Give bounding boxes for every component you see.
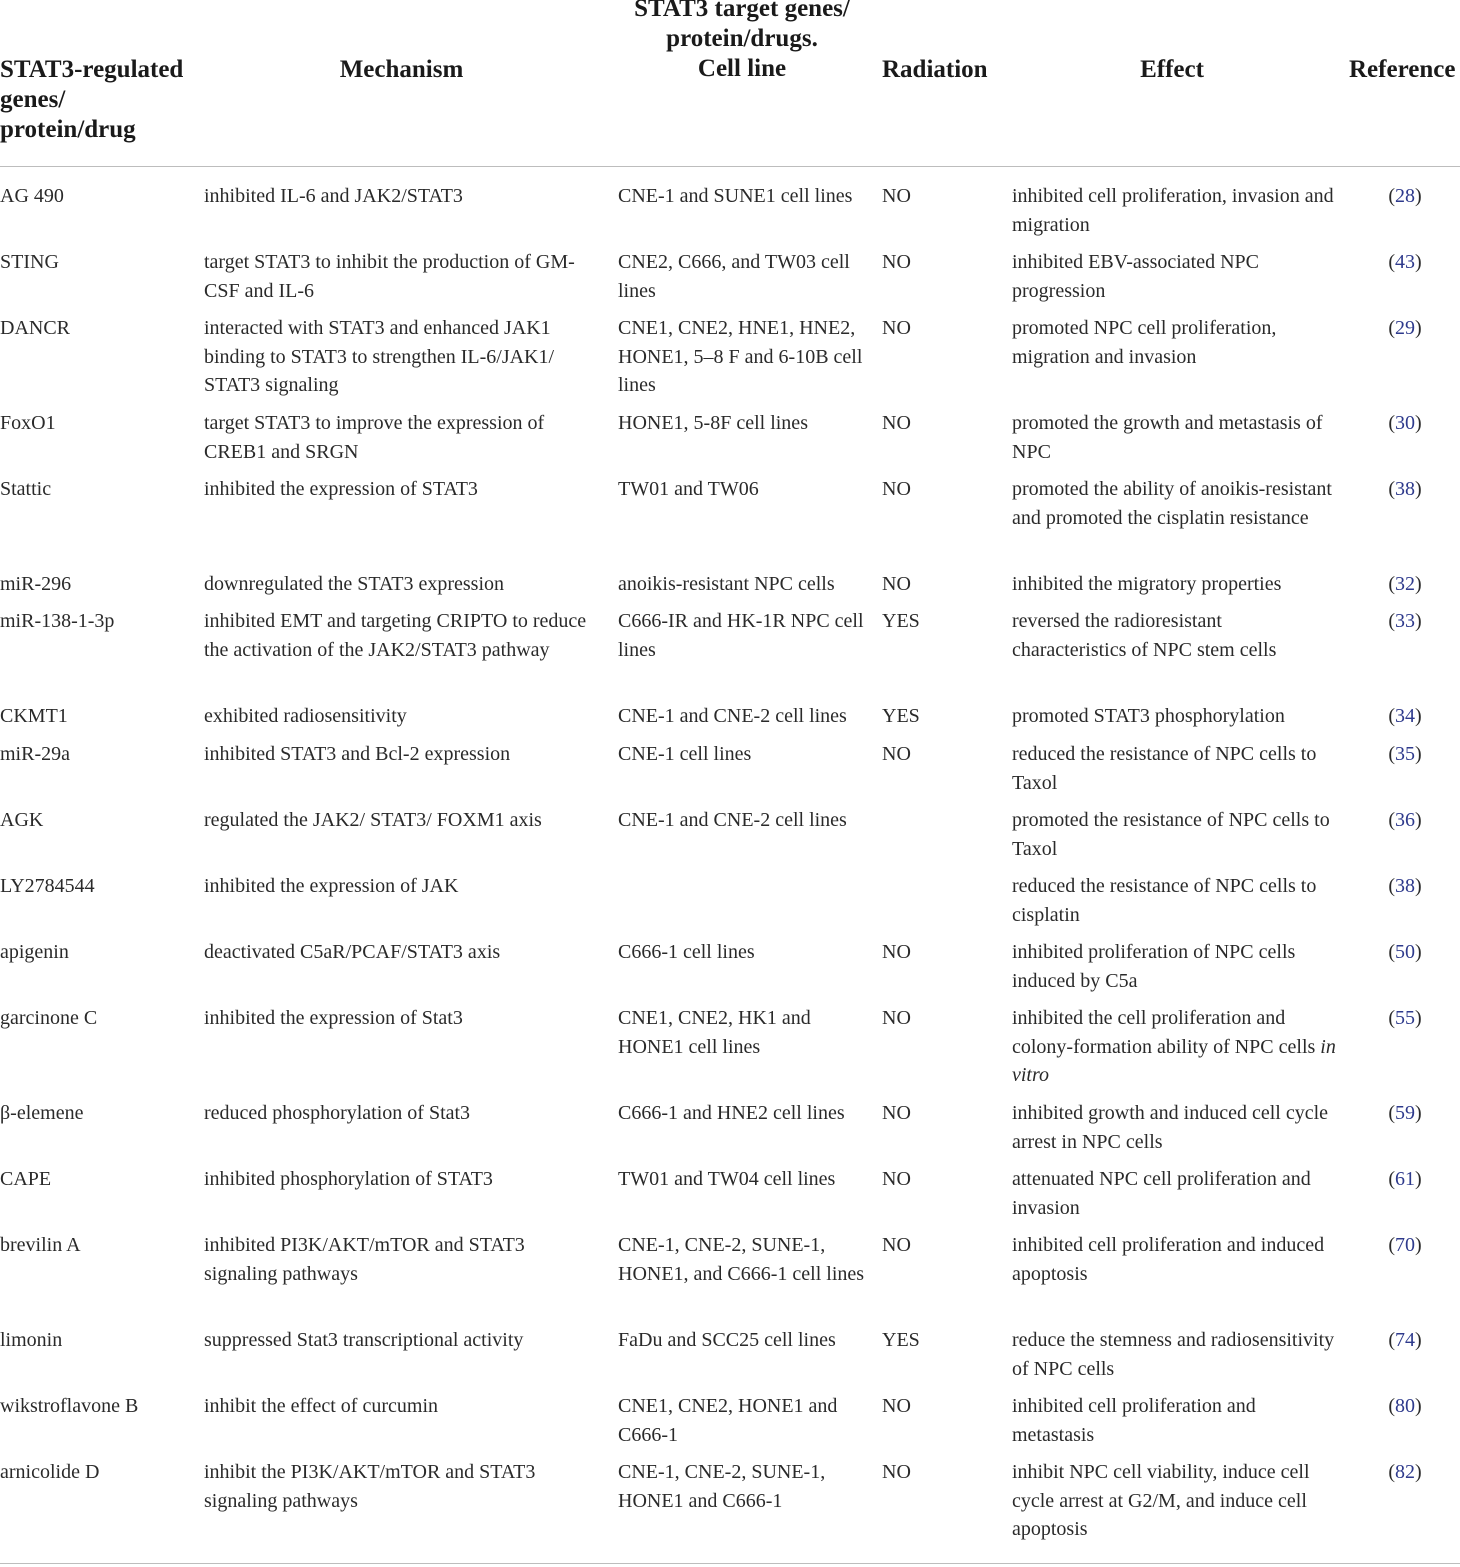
cell-mechanism: inhibited phosphorylation of STAT3 [204,1168,493,1190]
cell-radiation: YES [882,705,920,727]
cell-reference: (36) [1388,809,1422,831]
cell-mechanism: target STAT3 to improve the expression of CREB1 and SRGN [204,412,545,463]
cell-reference: (43) [1388,251,1422,273]
cell-mechanism: deactivated C5aR/PCAF/STAT3 axis [204,941,501,963]
cell-cell-line: CNE1, CNE2, HK1 and HONE1 cell lines [618,1007,811,1058]
cell-mechanism: inhibited the expression of STAT3 [204,478,478,500]
cell-mechanism: downregulated the STAT3 expression [204,573,504,595]
cell-gene: DANCR [0,317,71,339]
cell-gene: apigenin [0,941,69,963]
cell-effect: inhibited EBV-associated NPC progression [1012,251,1260,302]
cell-radiation: NO [882,478,911,500]
header-gene: STAT3-regulated genes/ protein/drug [0,56,184,143]
cell-mechanism: suppressed Stat3 transcriptional activity [204,1329,524,1351]
cell-mechanism: inhibited the expression of Stat3 [204,1007,463,1029]
cell-gene: STING [0,251,59,273]
cell-reference: (32) [1388,573,1422,595]
cell-reference: (35) [1388,743,1422,765]
cell-cell-line: C666-1 cell lines [618,941,755,963]
cell-reference: (80) [1388,1395,1422,1417]
cell-effect: inhibited the migratory properties [1012,573,1282,595]
header-cell-line [600,0,884,84]
header-reference: Reference [1349,56,1456,83]
cell-gene: AG 490 [0,185,64,207]
reference-link[interactable]: 34 [1395,705,1415,727]
cell-radiation: YES [882,610,920,632]
cell-radiation: NO [882,1461,911,1483]
cell-cell-line: HONE1, 5-8F cell lines [618,412,808,434]
cell-gene: miR-296 [0,573,72,595]
cell-gene: FoxO1 [0,412,56,434]
cell-cell-line: anoikis-resistant NPC cells [618,573,835,595]
cell-effect: inhibited growth and induced cell cycle arrest in NPC cells [1012,1102,1329,1153]
cell-reference: (70) [1388,1234,1422,1256]
cell-effect: inhibited cell proliferation and metastasis [1012,1395,1256,1446]
cell-radiation: NO [882,317,911,339]
cell-mechanism: regulated the JAK2/ STAT3/ FOXM1 axis [204,809,542,831]
reference-link[interactable]: 82 [1395,1461,1415,1483]
cell-mechanism: reduced phosphorylation of Stat3 [204,1102,471,1124]
cell-cell-line: CNE-1 and SUNE1 cell lines [618,185,853,207]
reference-link[interactable]: 28 [1395,185,1415,207]
cell-reference: (29) [1388,317,1422,339]
cell-radiation: NO [882,743,911,765]
cell-reference: (38) [1388,478,1422,500]
cell-cell-line: TW01 and TW04 cell lines [618,1168,836,1190]
cell-mechanism: interacted with STAT3 and enhanced JAK1 binding to STAT3 to strengthen IL-6/JAK1/ STAT3 signaling [204,317,555,396]
cell-gene: miR-138-1-3p [0,610,115,632]
cell-radiation: NO [882,1395,911,1417]
cell-gene: wikstroflavone B [0,1395,139,1417]
cell-radiation: NO [882,185,911,207]
cell-effect: inhibited cell proliferation and induced apoptosis [1012,1234,1325,1285]
reference-link[interactable]: 36 [1395,809,1415,831]
cell-reference: (61) [1388,1168,1422,1190]
header-cell-line-line1: STAT3 target genes/ [634,0,850,22]
cell-radiation: NO [882,251,911,273]
cell-cell-line: CNE-1, CNE-2, SUNE-1, HONE1 and C666-1 [618,1461,826,1512]
reference-link[interactable]: 55 [1395,1007,1415,1029]
cell-mechanism: inhibited IL-6 and JAK2/STAT3 [204,185,463,207]
reference-link[interactable]: 32 [1395,573,1415,595]
reference-link[interactable]: 74 [1395,1329,1415,1351]
cell-reference: (34) [1388,705,1422,727]
cell-reference: (59) [1388,1102,1422,1124]
cell-reference: (33) [1388,610,1422,632]
cell-gene: brevilin A [0,1234,81,1256]
cell-radiation: NO [882,573,911,595]
table-header [0,0,1460,167]
cell-radiation: YES [882,1329,920,1351]
cell-mechanism: exhibited radiosensitivity [204,705,407,727]
reference-link[interactable]: 38 [1395,875,1415,897]
cell-gene: miR-29a [0,743,70,765]
cell-cell-line: TW01 and TW06 [618,478,759,500]
header-cell-line-line2: protein/drugs. [666,25,818,52]
reference-link[interactable]: 38 [1395,478,1415,500]
cell-mechanism: inhibited STAT3 and Bcl-2 expression [204,743,511,765]
reference-link[interactable]: 43 [1395,251,1415,273]
reference-link[interactable]: 80 [1395,1395,1415,1417]
cell-cell-line: FaDu and SCC25 cell lines [618,1329,836,1351]
cell-reference: (50) [1388,941,1422,963]
reference-link[interactable]: 29 [1395,317,1415,339]
cell-gene: β-elemene [0,1102,84,1124]
reference-link[interactable]: 30 [1395,412,1415,434]
table-bottom-rule [0,1563,1460,1564]
cell-reference: (38) [1388,875,1422,897]
cell-mechanism: inhibited the expression of JAK [204,875,459,897]
cell-effect: reduced the resistance of NPC cells to Taxol [1012,743,1317,794]
cell-effect: reversed the radioresistant characteristics of NPC stem cells [1012,610,1277,661]
cell-cell-line: CNE-1 and CNE-2 cell lines [618,809,847,831]
cell-reference: (55) [1388,1007,1422,1029]
cell-reference: (82) [1388,1461,1422,1483]
cell-gene: limonin [0,1329,63,1351]
cell-radiation: NO [882,1007,911,1029]
cell-radiation: NO [882,941,911,963]
cell-reference: (74) [1388,1329,1422,1351]
cell-cell-line: CNE-1 cell lines [618,743,752,765]
cell-effect: inhibit NPC cell viability, induce cell cycle arrest at G2/M, and induce cell apoptosis [1012,1461,1310,1540]
cell-effect: reduce the stemness and radiosensitivity of NPC cells [1012,1329,1335,1380]
cell-gene: Stattic [0,478,52,500]
cell-gene: CAPE [0,1168,52,1190]
reference-link[interactable]: 59 [1395,1102,1415,1124]
cell-effect: reduced the resistance of NPC cells to cisplatin [1012,875,1317,926]
cell-mechanism: inhibit the PI3K/AKT/mTOR and STAT3 signaling pathways [204,1461,536,1512]
reference-link[interactable]: 33 [1395,610,1415,632]
cell-gene: CKMT1 [0,705,68,727]
cell-radiation: NO [882,1102,911,1124]
reference-link[interactable]: 61 [1395,1168,1415,1190]
cell-cell-line: CNE1, CNE2, HNE1, HNE2, HONE1, 5–8 F and 6-10B cell lines [618,317,863,396]
cell-cell-line: CNE-1, CNE-2, SUNE-1, HONE1, and C666-1 cell lines [618,1234,865,1285]
cell-mechanism: target STAT3 to inhibit the production of GM-CSF and IL-6 [204,251,575,302]
cell-gene: AGK [0,809,44,831]
cell-effect: inhibited the cell proliferation and colony-formation ability of NPC cells in vitro [1012,1007,1336,1086]
cell-effect: promoted the resistance of NPC cells to Taxol [1012,809,1330,860]
cell-gene: garcinone C [0,1007,98,1029]
cell-cell-line: CNE-1 and CNE-2 cell lines [618,705,847,727]
reference-link[interactable]: 35 [1395,743,1415,765]
reference-link[interactable]: 50 [1395,941,1415,963]
cell-effect: promoted the growth and metastasis of NPC [1012,412,1323,463]
cell-mechanism: inhibited PI3K/AKT/mTOR and STAT3 signaling pathways [204,1234,525,1285]
cell-cell-line: C666-1 and HNE2 cell lines [618,1102,845,1124]
cell-effect: promoted NPC cell proliferation, migration and invasion [1012,317,1277,368]
cell-effect: inhibited proliferation of NPC cells induced by C5a [1012,941,1296,992]
cell-cell-line: CNE2, C666, and TW03 cell lines [618,251,850,302]
cell-effect: attenuated NPC cell proliferation and invasion [1012,1168,1311,1219]
header-mechanism: Mechanism [339,56,464,83]
cell-reference: (30) [1388,412,1422,434]
cell-effect: inhibited cell proliferation, invasion and migration [1012,185,1334,236]
cell-reference: (28) [1388,185,1422,207]
cell-cell-line: C666-IR and HK-1R NPC cell lines [618,610,864,661]
reference-link[interactable]: 70 [1395,1234,1415,1256]
cell-effect: promoted the ability of anoikis-resistant and promoted the cisplatin resistance [1012,478,1332,529]
cell-gene: arnicolide D [0,1461,100,1483]
cell-radiation: NO [882,1234,911,1256]
cell-radiation: NO [882,412,911,434]
header-cell-line-line3: Cell line [697,55,787,82]
header-radiation: Radiation [882,56,988,83]
cell-gene: LY2784544 [0,875,95,897]
cell-cell-line: CNE1, CNE2, HONE1 and C666-1 [618,1395,838,1446]
cell-mechanism: inhibited EMT and targeting CRIPTO to reduce the activation of the JAK2/STAT3 pathway [204,610,587,661]
cell-mechanism: inhibit the effect of curcumin [204,1395,438,1417]
cell-effect: promoted STAT3 phosphorylation [1012,705,1285,727]
cell-radiation: NO [882,1168,911,1190]
effect-italic: in vitro [1012,1035,1336,1086]
header-effect: Effect [1140,56,1204,83]
